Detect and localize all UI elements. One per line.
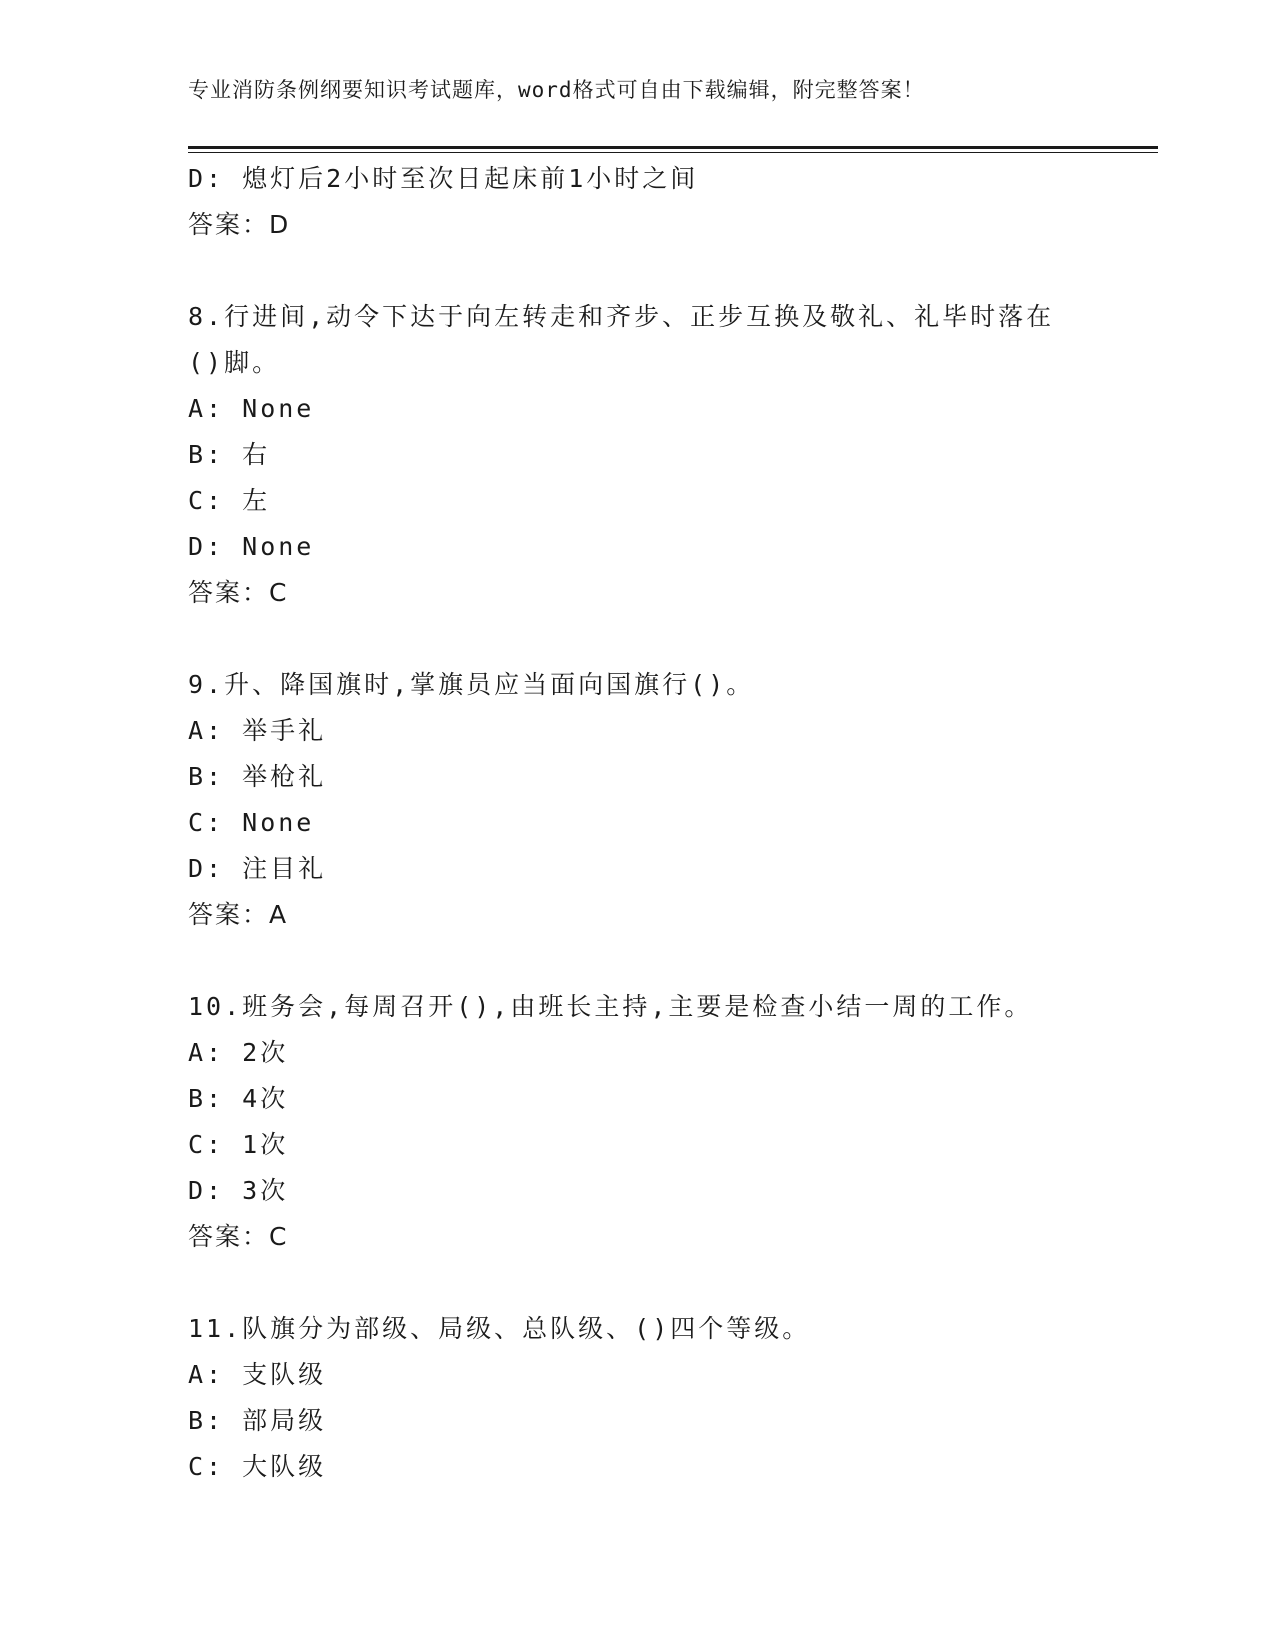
question-stem: 10.班务会,每周召开(),由班长主持,主要是检查小结一周的工作。 xyxy=(188,992,1033,1021)
option-a: A: 举手礼 xyxy=(188,716,327,745)
option-c: C: 左 xyxy=(188,486,271,515)
question-11 xyxy=(188,1306,1158,1490)
header-rule-thick xyxy=(188,146,1158,149)
option-b: B: 举枪礼 xyxy=(188,762,327,791)
question-stem: ()脚。 xyxy=(188,348,281,377)
option-b: B: 部局级 xyxy=(188,1406,327,1435)
option-a: A: None xyxy=(188,394,315,423)
answer-line: 答案：D xyxy=(188,210,291,239)
option-c: C: None xyxy=(188,808,315,837)
question-stem: 8.行进间,动令下达于向左转走和齐步、正步互换及敬礼、礼毕时落在 xyxy=(188,302,1055,331)
carryover-block xyxy=(188,156,1158,248)
option-b: B: 4次 xyxy=(188,1084,289,1113)
option-b: B: 右 xyxy=(188,440,271,469)
question-stem: 9.升、降国旗时,掌旗员应当面向国旗行()。 xyxy=(188,670,755,699)
header-rule-thin xyxy=(188,152,1158,153)
option-c: C: 1次 xyxy=(188,1130,289,1159)
answer-line: 答案：C xyxy=(188,1222,289,1251)
option-c: C: 大队级 xyxy=(188,1452,327,1481)
question-9 xyxy=(188,662,1158,938)
question-stem: 11.队旗分为部级、局级、总队级、()四个等级。 xyxy=(188,1314,811,1343)
option-a: A: 2次 xyxy=(188,1038,289,1067)
option-d: D: 注目礼 xyxy=(188,854,327,883)
option-d: D: 3次 xyxy=(188,1176,289,1205)
question-10 xyxy=(188,984,1158,1260)
document-body xyxy=(188,156,1158,1490)
answer-line: 答案：C xyxy=(188,578,289,607)
option-a: A: 支队级 xyxy=(188,1360,327,1389)
page-header: 专业消防条例纲要知识考试题库，word格式可自由下载编辑，附完整答案！ xyxy=(188,78,925,102)
answer-line: 答案：A xyxy=(188,900,289,929)
question-8 xyxy=(188,294,1158,616)
option-d: D: None xyxy=(188,532,315,561)
option-line: D: 熄灯后2小时至次日起床前1小时之间 xyxy=(188,164,699,193)
